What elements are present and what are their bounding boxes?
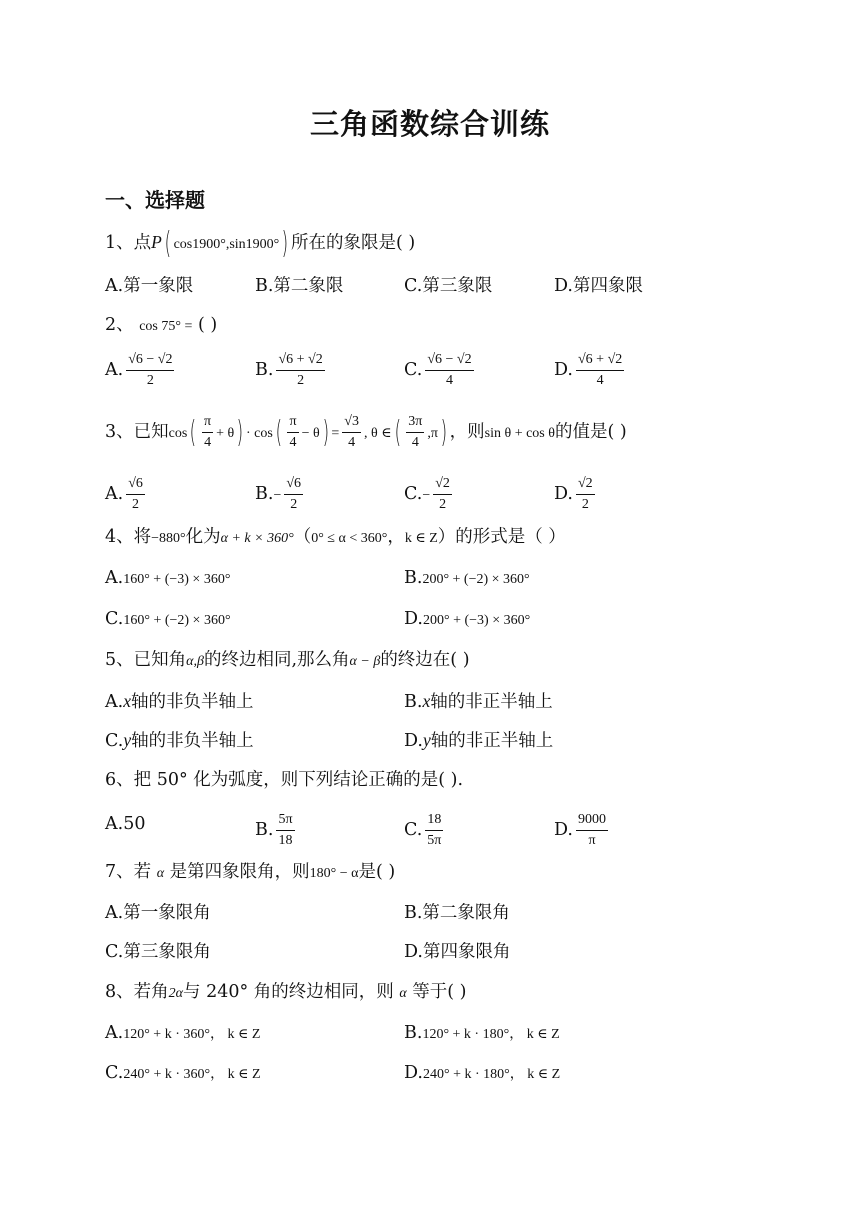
q5-option-d[interactable]: D.y轴的非正半轴上 [404,730,554,751]
q4-option-b[interactable]: B.200° + (−2) × 360° [404,568,530,588]
question-2-stem: 2、 cos 75° = ( ) [105,315,218,335]
q6-option-a[interactable]: A.50 [105,814,146,834]
question-6-stem: 6、把 50° 化为弧度，则下列结论正确的是( ). [105,770,464,790]
q7-option-d[interactable]: D.第四象限角 [404,942,511,962]
q5-option-a[interactable]: A.x轴的非负半轴上 [105,691,254,712]
q3-option-c[interactable]: C.− $\frac{√2}{2}$ [404,476,450,512]
q7-option-a[interactable]: A.第一象限角 [105,903,211,923]
q1-option-b[interactable]: B.第二象限 [255,276,344,296]
q2-option-c[interactable]: C. $\frac{√6 - √2}{4}$ [404,352,472,388]
q8-option-c[interactable]: C.240° + k · 360°， k ∈ Z [105,1063,261,1083]
question-3-stem: 3、已知cos( $\frac{\pi}{4}$ + θ) · cos( $\frac{\pi}{4}$ − θ) = $\frac{√3}{4}$ , θ ∈( $\frac{3\pi}{4}$ ,π) ，则sin θ + cos θ的值是( ) [105,414,627,450]
question-4-stem: 4、将−880°化为α + k × 360°（0° ≤ α < 360°，k ∈ Z）的形式是（ ） [105,527,566,547]
q2-option-b[interactable]: B. $\frac{√6 + √2}{2}$ [255,352,323,388]
section-heading: 一、选择题 [105,188,205,212]
question-5-stem: 5、已知角α,β的终边相同,那么角α − β的终边在( ) [105,650,470,670]
q3-option-a[interactable]: A. $\frac{√6}{2}$ [105,476,143,512]
q7-option-b[interactable]: B.第二象限角 [404,903,510,923]
question-8-stem: 8、若角2α与 240° 角的终边相同，则 α 等于( ) [105,982,467,1002]
q8-option-a[interactable]: A.120° + k · 360°， k ∈ Z [105,1023,261,1043]
q3-option-d[interactable]: D. $\frac{√2}{2}$ [554,476,593,512]
q5-option-b[interactable]: B.x轴的非正半轴上 [404,691,553,712]
q6-option-d[interactable]: D. $\frac{9000}{\pi}$ [554,812,606,848]
q4-option-a[interactable]: A.160° + (−3) × 360° [105,568,231,588]
q6-option-b[interactable]: B. $\frac{5\pi}{18}$ [255,812,293,848]
q2-option-a[interactable]: A. $\frac{√6 - √2}{2}$ [105,352,173,388]
question-1-stem: 1、点P( cos1900°,sin1900°) 所在的象限是( ) [105,225,416,261]
q1-option-d[interactable]: D.第四象限 [554,276,643,296]
question-7-stem: 7、若 α 是第四象限角，则180° − α是( ) [105,862,396,882]
q6-option-c[interactable]: C. $\frac{18}{5\pi}$ [404,812,442,848]
q5-option-c[interactable]: C.y轴的非负半轴上 [105,730,254,751]
q4-option-d[interactable]: D.200° + (−3) × 360° [404,609,531,629]
q1-option-c[interactable]: C.第三象限 [404,276,493,296]
q2-option-d[interactable]: D. $\frac{√6 + √2}{4}$ [554,352,623,388]
q3-option-b[interactable]: B.− $\frac{√6}{2}$ [255,476,302,512]
q7-option-c[interactable]: C.第三象限角 [105,942,211,962]
q8-option-b[interactable]: B.120° + k · 180°， k ∈ Z [404,1023,560,1043]
page-title: 三角函数综合训练 [309,107,550,141]
q1-option-a[interactable]: A.第一象限 [105,276,194,296]
q8-option-d[interactable]: D.240° + k · 180°， k ∈ Z [404,1063,561,1083]
q4-option-c[interactable]: C.160° + (−2) × 360° [105,609,231,629]
